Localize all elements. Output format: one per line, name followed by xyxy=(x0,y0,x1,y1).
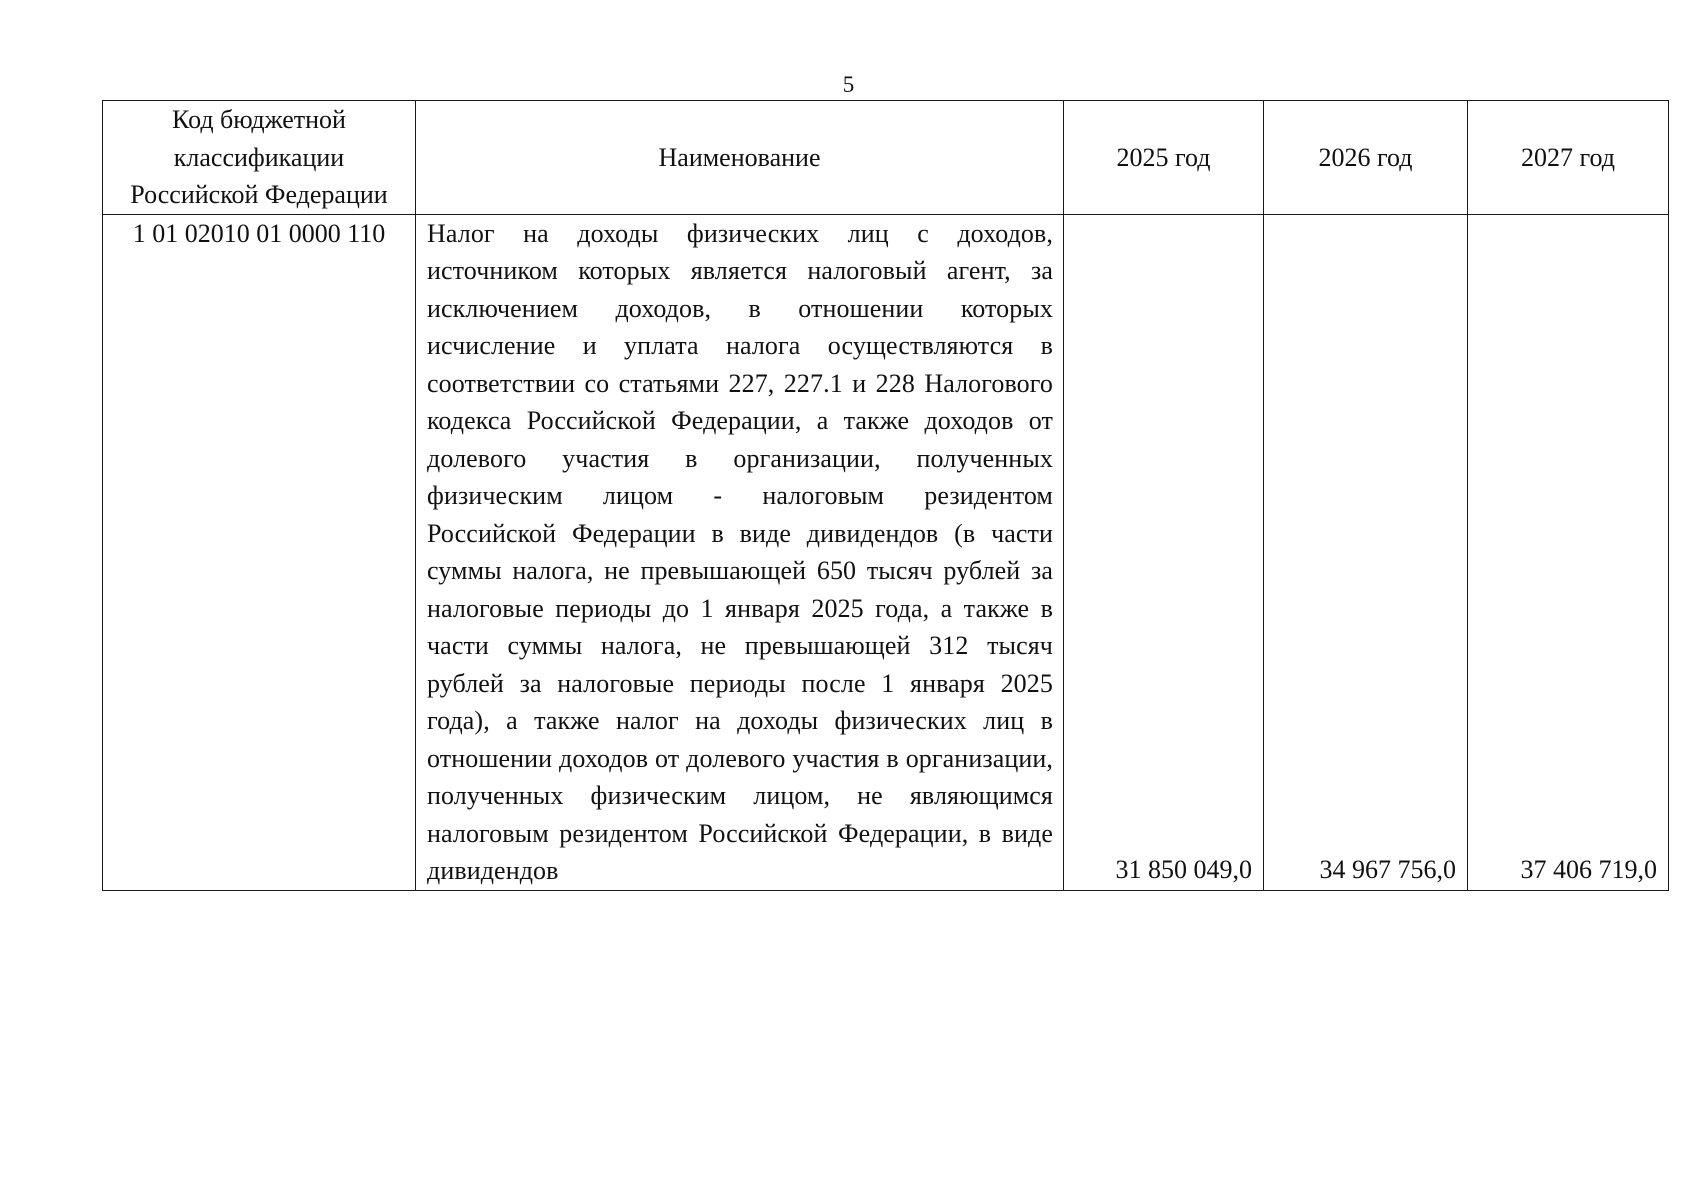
row-value-2025: 31 850 049,0 xyxy=(1064,214,1264,890)
row-code: 1 01 02010 01 0000 110 xyxy=(103,214,416,890)
header-year-2026: 2026 год xyxy=(1264,101,1468,215)
row-name: Налог на доходы физических лиц с доходов, источником которых является налоговый агент, за исключением доходов, в отношении которых исчисление и уплата налога осуществляются в соответствии со статьями 227, 227.1 и 228 Налогового кодекса Российской Федерации, а также доходов от долевого участия в организации, полученных физическим лицом - налоговым резидентом Российской Федерации в виде дивидендов (в части суммы налога, не превышающей 650 тысяч рублей за налоговые периоды до 1 января 2025 года, а также в части суммы налога, не превышающей 312 тысяч рублей за налоговые периоды после 1 января 2025 года), а также налог на доходы физических лиц в отношении доходов от долевого участия в организации, полученных физическим лицом, не являющимся налоговым резидентом Российской Федерации, в виде дивидендов xyxy=(416,214,1064,890)
table-row xyxy=(103,214,1669,890)
table-body xyxy=(103,214,1669,890)
row-value-2027: 37 406 719,0 xyxy=(1468,214,1669,890)
row-value-2026: 34 967 756,0 xyxy=(1264,214,1468,890)
budget-revenue-table xyxy=(102,100,1669,891)
page-number: 5 xyxy=(842,72,855,97)
table-header xyxy=(103,101,1669,215)
header-code: Код бюджетной классификации Российской Федерации xyxy=(103,101,416,215)
header-year-2027: 2027 год xyxy=(1468,101,1669,215)
table-header-row xyxy=(103,101,1669,215)
header-name: Наименование xyxy=(416,101,1064,215)
header-year-2025: 2025 год xyxy=(1064,101,1264,215)
